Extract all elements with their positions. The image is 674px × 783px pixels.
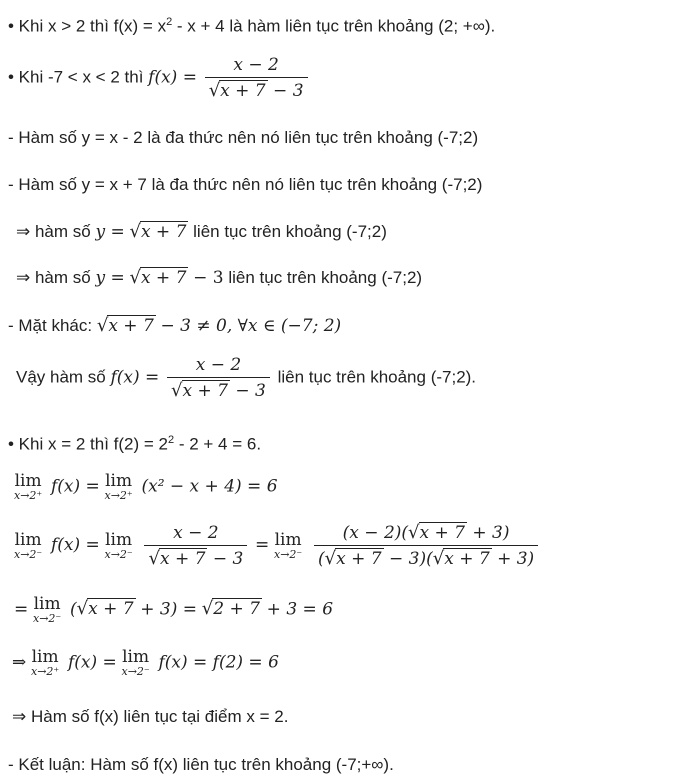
sqrt (129, 267, 188, 288)
line-15: - Kết luận: Hàm số f(x) liên tục trên khoảng (-7;+∞). (8, 755, 394, 774)
lim-subscript: x→2⁻ (274, 547, 303, 561)
line-7 (8, 315, 341, 336)
limit-operator (105, 531, 133, 561)
line-6-post: liên tục trên khoảng (-7;2) (228, 268, 423, 287)
radicand: 2 + 7 (213, 599, 260, 620)
radicand: x + 7 (140, 222, 187, 242)
radicand: x + 7 (419, 523, 465, 543)
den-part: − 3)( (388, 549, 433, 569)
fraction-numerator (314, 522, 538, 546)
line-5-post: liên tục trên khoảng (-7;2) (193, 222, 387, 241)
fraction-numerator: x − 2 (167, 355, 270, 378)
sqrt (325, 548, 384, 569)
radical-sign: √ (324, 548, 337, 569)
line-13-expr2: f(x) = f(2) = 6 (158, 652, 279, 673)
lim-subscript: x→2⁻ (121, 665, 150, 678)
line-5 (16, 221, 387, 242)
den-part: + 3) (497, 549, 535, 569)
line-7-pre: - Mặt khác: (8, 316, 93, 335)
limit-operator (33, 595, 61, 625)
line-11-eq: = (255, 534, 270, 555)
line-6-y: y = (95, 268, 125, 288)
line-3: - Hàm số y = x - 2 là đa thức nên nó liên tục trên khoảng (-7;2) (8, 128, 479, 147)
line-5-y: y = (95, 222, 125, 242)
line-8-lhs: f(x) = (110, 367, 160, 388)
radicand: x + 7 (140, 268, 187, 288)
fraction-numerator: x − 2 (144, 523, 247, 546)
lim-text: lim (122, 647, 150, 667)
radical-sign: √ (171, 380, 183, 401)
sqrt (97, 315, 156, 336)
lim-subscript: x→2⁺ (104, 489, 133, 502)
line-8 (16, 355, 476, 401)
limit-operator (121, 648, 149, 678)
line-11-fraction-1 (144, 523, 247, 569)
line-14: ⇒ Hàm số f(x) liên tục tại điểm x = 2. (12, 707, 289, 726)
line-8-pre: Vậy hàm số (16, 367, 106, 387)
num-part: + 3) (472, 523, 510, 543)
line-10-expr2: (x² − x + 4) = 6 (141, 476, 278, 497)
den-tail: − 3 (273, 81, 304, 101)
radical-sign: √ (129, 267, 141, 288)
den-tail: − 3 (212, 548, 244, 569)
fraction-denominator (144, 546, 247, 569)
sqrt (77, 598, 136, 619)
line-11-expr1: f(x) = (50, 534, 100, 555)
line-7-tail: − 3 ≠ 0, ∀x ∈ (−7; 2) (160, 316, 342, 336)
line-12-eq: = (14, 599, 29, 620)
sqrt (433, 548, 492, 569)
line-10 (14, 472, 278, 502)
fraction-denominator (314, 546, 538, 569)
lim-subscript: x→2⁺ (30, 665, 60, 678)
line-2 (8, 55, 311, 101)
radicand: x + 7 (182, 381, 228, 401)
limit-operator (14, 531, 42, 561)
lim-text: lim (33, 594, 61, 614)
sqrt (408, 522, 467, 543)
limit-operator (14, 472, 42, 502)
line-2-fraction (205, 55, 308, 101)
limit-operator (274, 531, 302, 561)
radicand: x + 7 (108, 316, 154, 336)
radicand: x + 7 (336, 549, 382, 569)
fraction-denominator (167, 378, 270, 401)
lim-text: lim (31, 647, 59, 667)
radicand: x + 7 (220, 81, 266, 101)
radical-sign: √ (208, 80, 221, 101)
lim-subscript: x→2⁻ (14, 547, 43, 561)
radical-sign: √ (129, 221, 141, 242)
radicand: x + 7 (444, 549, 490, 569)
line-6-pre: ⇒ hàm số (16, 268, 91, 287)
lim-text: lim (14, 471, 42, 491)
line-1-sup: 2 (166, 16, 173, 28)
den-part: ( (317, 549, 325, 569)
line-6 (16, 267, 422, 288)
lim-subscript: x→2⁺ (14, 489, 43, 502)
sqrt (129, 221, 188, 242)
radical-sign: √ (148, 547, 160, 569)
fraction-denominator (205, 78, 308, 101)
line-8-post: liên tục trên khoảng (-7;2). (277, 367, 477, 387)
line-10-expr1: f(x) = (50, 476, 100, 497)
lim-text: lim (274, 529, 302, 550)
limit-operator (105, 472, 133, 502)
num-part: (x − 2)( (342, 523, 409, 543)
line-12-expr: ( (69, 599, 77, 620)
sqrt (148, 548, 207, 569)
line-6-tail: − 3 (193, 268, 224, 288)
fraction-numerator: x − 2 (205, 55, 308, 78)
line-13 (12, 648, 279, 678)
radical-sign: √ (201, 598, 214, 620)
line-9-text: • Khi x = 2 thì f(2) = 2 (8, 434, 168, 454)
radical-sign: √ (408, 522, 420, 543)
line-9-rest: - 2 + 4 = 6. (174, 434, 262, 454)
radicand: x + 7 (159, 548, 206, 569)
line-12-mid: + 3) = (140, 599, 198, 620)
lim-subscript: x→2⁻ (32, 612, 62, 625)
line-8-fraction (167, 355, 270, 401)
line-9 (8, 430, 261, 455)
line-13-expr1: f(x) = (67, 652, 117, 673)
lim-text: lim (14, 529, 42, 550)
line-11 (14, 522, 541, 569)
line-2-lhs: f(x) = (148, 67, 197, 88)
line-1 (8, 12, 495, 37)
sqrt (202, 598, 262, 619)
line-9-sup: 2 (167, 434, 175, 446)
line-12 (14, 595, 333, 625)
lim-text: lim (105, 471, 133, 491)
radical-sign: √ (432, 548, 445, 569)
line-5-pre: ⇒ hàm số (16, 222, 91, 241)
lim-subscript: x→2⁻ (104, 547, 133, 561)
line-1-rest: - x + 4 là hàm liên tục trên khoảng (2; +∞). (172, 16, 496, 36)
den-tail: − 3 (235, 381, 266, 401)
limit-operator (31, 648, 59, 678)
sqrt (209, 80, 268, 101)
line-12-end: + 3 = 6 (266, 599, 334, 620)
radicand: x + 7 (88, 599, 134, 620)
lim-text: lim (105, 529, 133, 550)
line-4: - Hàm số y = x + 7 là đa thức nên nó liên tục trên khoảng (-7;2) (8, 175, 483, 194)
line-2-text: • Khi -7 < x < 2 thì (8, 67, 144, 87)
sqrt (171, 380, 230, 401)
radical-sign: √ (76, 598, 89, 620)
line-11-fraction-2 (314, 522, 538, 569)
radical-sign: √ (96, 315, 109, 336)
implies-arrow: ⇒ (12, 652, 27, 673)
line-1-text: • Khi x > 2 thì f(x) = x (8, 16, 167, 36)
